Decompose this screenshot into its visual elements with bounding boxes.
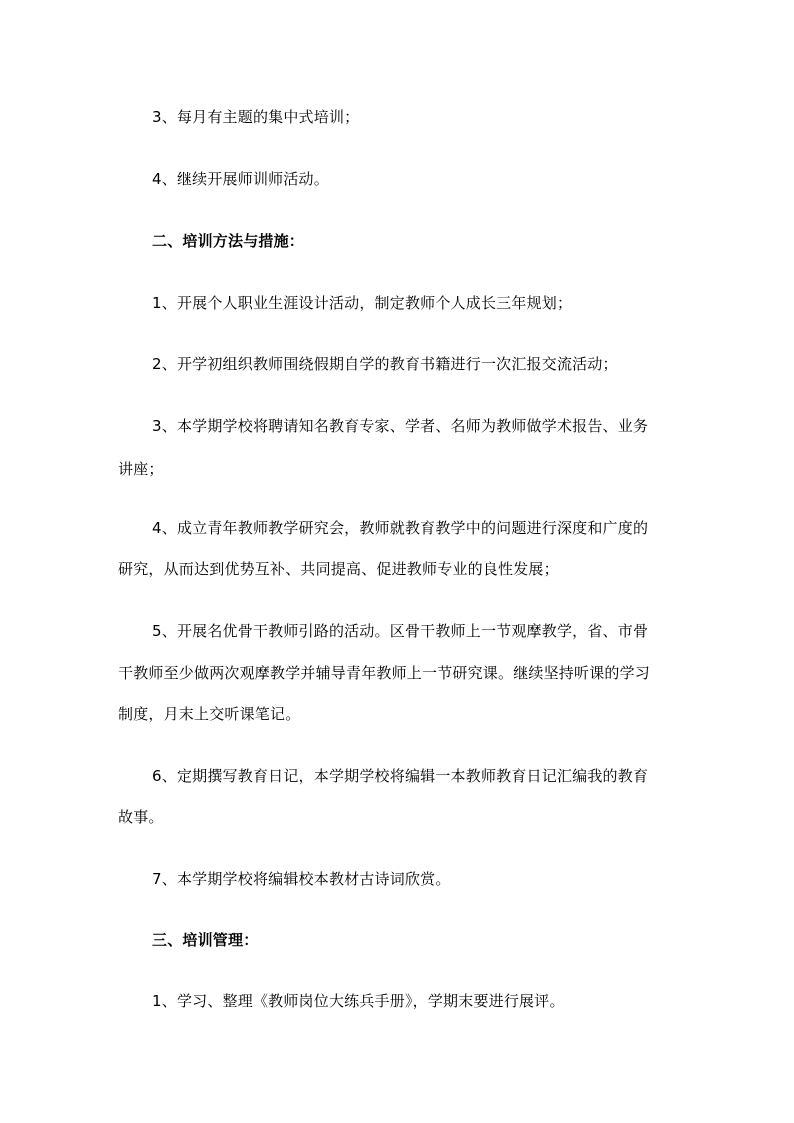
paragraph-line-methods-3b: 讲座； (118, 460, 164, 478)
paragraph-line-3-1: 3、每月有主题的集中式培训； (152, 108, 360, 126)
paragraph-line-methods-5a: 5、开展名优骨干教师引路的活动。区骨干教师上一节观摩教学，省、市骨 (152, 622, 649, 640)
paragraph-line-methods-2: 2、开学初组织教师围绕假期自学的教育书籍进行一次汇报交流活动； (152, 355, 618, 373)
paragraph-line-methods-6a: 6、定期撰写教育日记，本学期学校将编辑一本教师教育日记汇编我的教育 (152, 767, 649, 785)
section-heading-management: 三、培训管理： (152, 931, 259, 949)
paragraph-line-methods-3a: 3、本学期学校将聘请知名教育专家、学者、名师为教师做学术报告、业务 (152, 417, 649, 435)
paragraph-line-management-1: 1、学习、整理《教师岗位大练兵手册》，学期末要进行展评。 (152, 992, 565, 1010)
paragraph-line-methods-7: 7、本学期学校将编辑校本教材古诗词欣赏。 (152, 870, 451, 888)
paragraph-line-methods-5b: 干教师至少做两次观摩教学并辅导青年教师上一节研究课。继续坚持听课的学习 (118, 664, 651, 682)
paragraph-line-methods-6b: 故事。 (118, 808, 164, 826)
section-heading-methods: 二、培训方法与措施： (152, 232, 305, 250)
paragraph-line-methods-5c: 制度，月末上交听课笔记。 (118, 705, 301, 723)
paragraph-line-methods-4b: 研究，从而达到优势互补、共同提高、促进教师专业的良性发展； (118, 560, 559, 578)
paragraph-line-4-1: 4、继续开展师训师活动。 (152, 170, 329, 188)
paragraph-line-methods-4a: 4、成立青年教师教学研究会，教师就教育教学中的问题进行深度和广度的 (152, 519, 649, 537)
paragraph-line-methods-1: 1、开展个人职业生涯设计活动，制定教师个人成长三年规划； (152, 294, 573, 312)
